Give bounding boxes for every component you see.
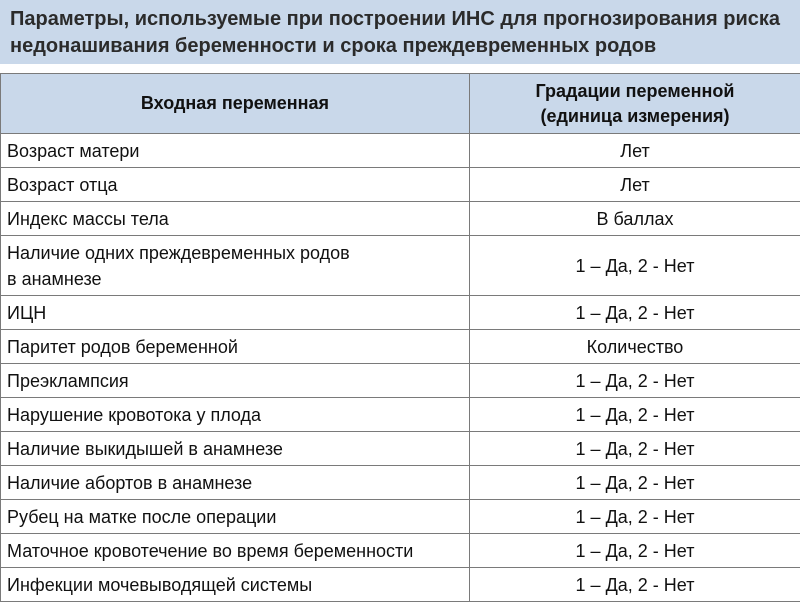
row-variable-name: Паритет родов беременной [1,330,470,364]
row-variable-name: Наличие абортов в анамнезе [1,466,470,500]
table-row [1,236,800,296]
row-variable-value: 1 – Да, 2 - Нет [470,236,800,296]
table-row [1,202,800,236]
row-variable-value: Лет [470,134,800,168]
row-variable-name: Нарушение кровотока у плода [1,398,470,432]
table-row [1,534,800,568]
table-row [1,330,800,364]
row-variable-value: 1 – Да, 2 - Нет [470,296,800,330]
row-variable-name: Наличие выкидышей в анамнезе [1,432,470,466]
row-variable-name-line-1: Наличие одних преждевременных родов [7,240,463,266]
row-variable-value: 1 – Да, 2 - Нет [470,500,800,534]
row-variable-name: Инфекции мочевыводящей системы [1,568,470,602]
table-row [1,168,800,202]
title-line-2: недонашивания беременности и срока преждевременных родов [10,33,790,60]
title-line-1: Параметры, используемые при построении ИНС для прогнозирования риска [10,6,790,33]
table-row [1,432,800,466]
row-variable-name: Возраст отца [1,168,470,202]
table-row [1,398,800,432]
row-variable-name: Возраст матери [1,134,470,168]
row-variable-name: Маточное кровотечение во время беременности [1,534,470,568]
table-row [1,568,800,602]
table-header-row [1,74,800,134]
row-variable-value: Лет [470,168,800,202]
row-variable-name-line-2: в анамнезе [7,266,463,292]
table-row [1,500,800,534]
row-variable-value: В баллах [470,202,800,236]
table-row [1,296,800,330]
row-variable-name: ИЦН [1,296,470,330]
row-variable-value: 1 – Да, 2 - Нет [470,568,800,602]
table-row [1,134,800,168]
row-variable-value: 1 – Да, 2 - Нет [470,398,800,432]
row-variable-value: Количество [470,330,800,364]
row-variable-value: 1 – Да, 2 - Нет [470,432,800,466]
table-row [1,364,800,398]
row-variable-name: Преэклампсия [1,364,470,398]
slide-title [0,0,800,64]
row-variable-name: Индекс массы тела [1,202,470,236]
row-variable-value: 1 – Да, 2 - Нет [470,364,800,398]
header-input-variable: Входная переменная [1,74,470,134]
row-variable-value: 1 – Да, 2 - Нет [470,534,800,568]
header-gradations-line-1: Градации переменной [476,79,794,104]
header-gradations-line-2: (единица измерения) [476,104,794,129]
row-variable-name: Рубец на матке после операции [1,500,470,534]
table-row [1,466,800,500]
parameters-table [0,73,800,602]
row-variable-name [1,236,470,296]
row-variable-value: 1 – Да, 2 - Нет [470,466,800,500]
header-variable-gradations [470,74,800,134]
